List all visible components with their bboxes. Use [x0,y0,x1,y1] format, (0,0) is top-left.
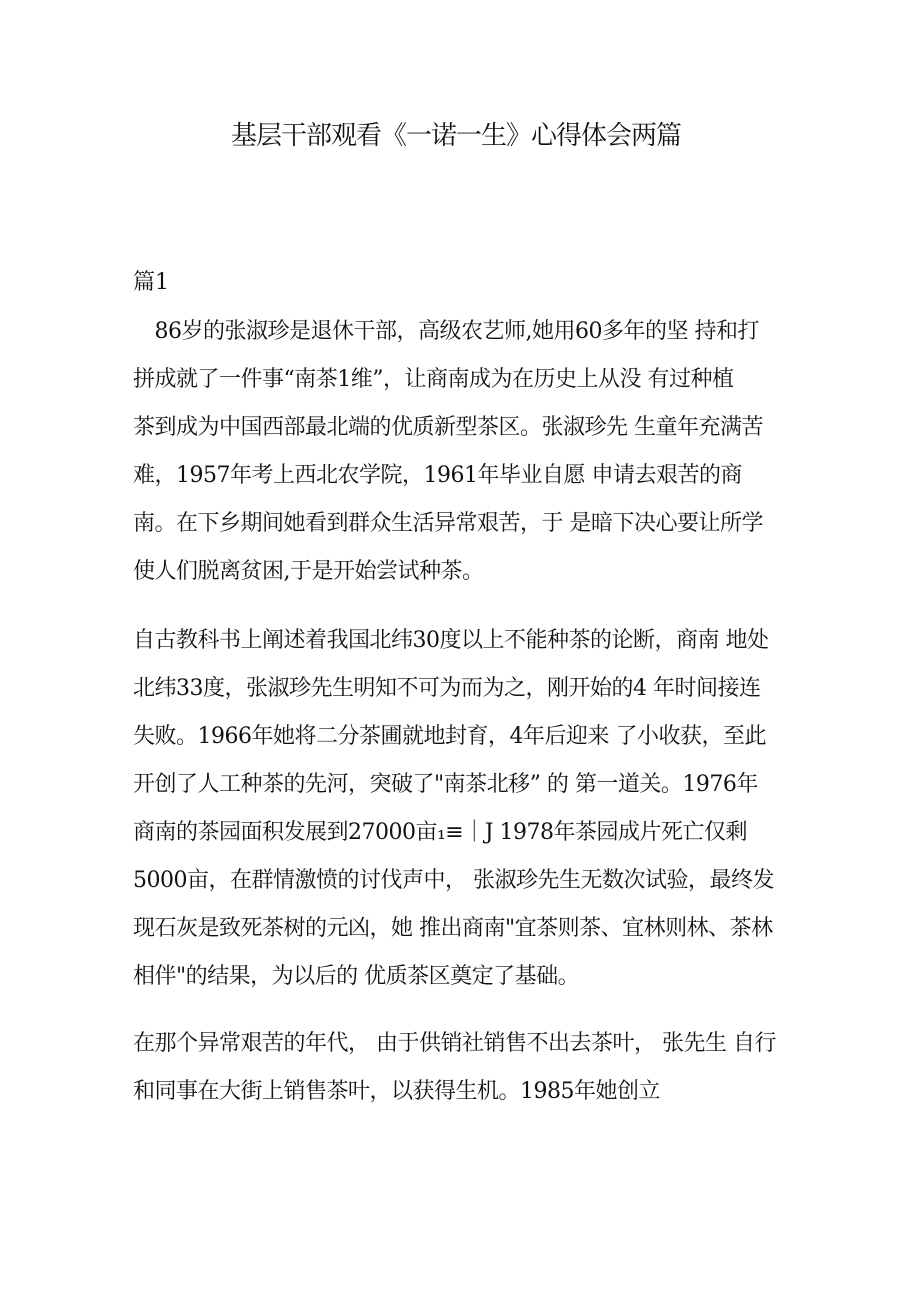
paragraph-line: 开创了人工种茶的先河，突破了"南茶北移” 的 第一道关。1976年 [133,772,758,797]
paragraph-line: 在那个异常艰苦的年代， 由于供销社销售不出去茶叶， 张先生 自行 [133,1031,776,1056]
paragraph-line: 现石灰是致死茶树的元凶，她 推出商南"宜茶则茶、宜林则林、茶林 [133,916,773,941]
paragraph-line: 茶到成为中国西部最北端的优质新型茶区。张淑珍先 生童年充满苦 [133,415,763,440]
paragraph-line: 5000亩，在群情激愤的讨伐声中， 张淑珍先生无数次试验，最终发 [133,868,774,893]
paragraph-line: 自古教科书上阐述着我国北纬30度以上不能种茶的论断，商南 地处 [133,628,769,653]
section-label: 篇1 [133,270,169,295]
paragraph-line: 南。在下乡期间她看到群众生活异常艰苦，于 是暗下决心要让所学 [133,511,763,536]
paragraph-line: 商南的茶园面积发展到27000亩₁≡｜J 1978年茶园成片死亡仅剩 [133,820,748,845]
paragraph-line: 难，1957年考上西北农学院，1961年毕业自愿 申请去艰苦的商 [133,463,742,488]
paragraph-line: 北纬33度，张淑珍先生明知不可为而为之，刚开始的4 年时间接连 [133,676,761,701]
paragraph-line: 86岁的张淑珍是退休干部，高级农艺师,她用60多年的坚 持和打 [133,319,759,344]
paragraph-line: 拼成就了一件事“南茶1维”，让商南成为在历史上从没 有过种植 [133,367,734,392]
paragraph-line: 和同事在大街上销售茶叶，以获得生机。1985年她创立 [133,1079,660,1104]
paragraph-line: 相伴"的结果，为以后的 优质茶区奠定了基础。 [133,964,580,989]
paragraph-line: 失败。1966年她将二分茶圃就地封育，4年后迎来 了小收获，至此 [133,724,766,749]
paragraph-2 [133,617,793,1001]
paragraph-1 [133,308,793,596]
paragraph-3 [133,1020,793,1116]
document-title: 基层干部观看《一诺一生》心得体会两篇 [230,121,681,151]
paragraph-line: 使人们脱离贫困,于是开始尝试种茶。 [133,559,484,584]
